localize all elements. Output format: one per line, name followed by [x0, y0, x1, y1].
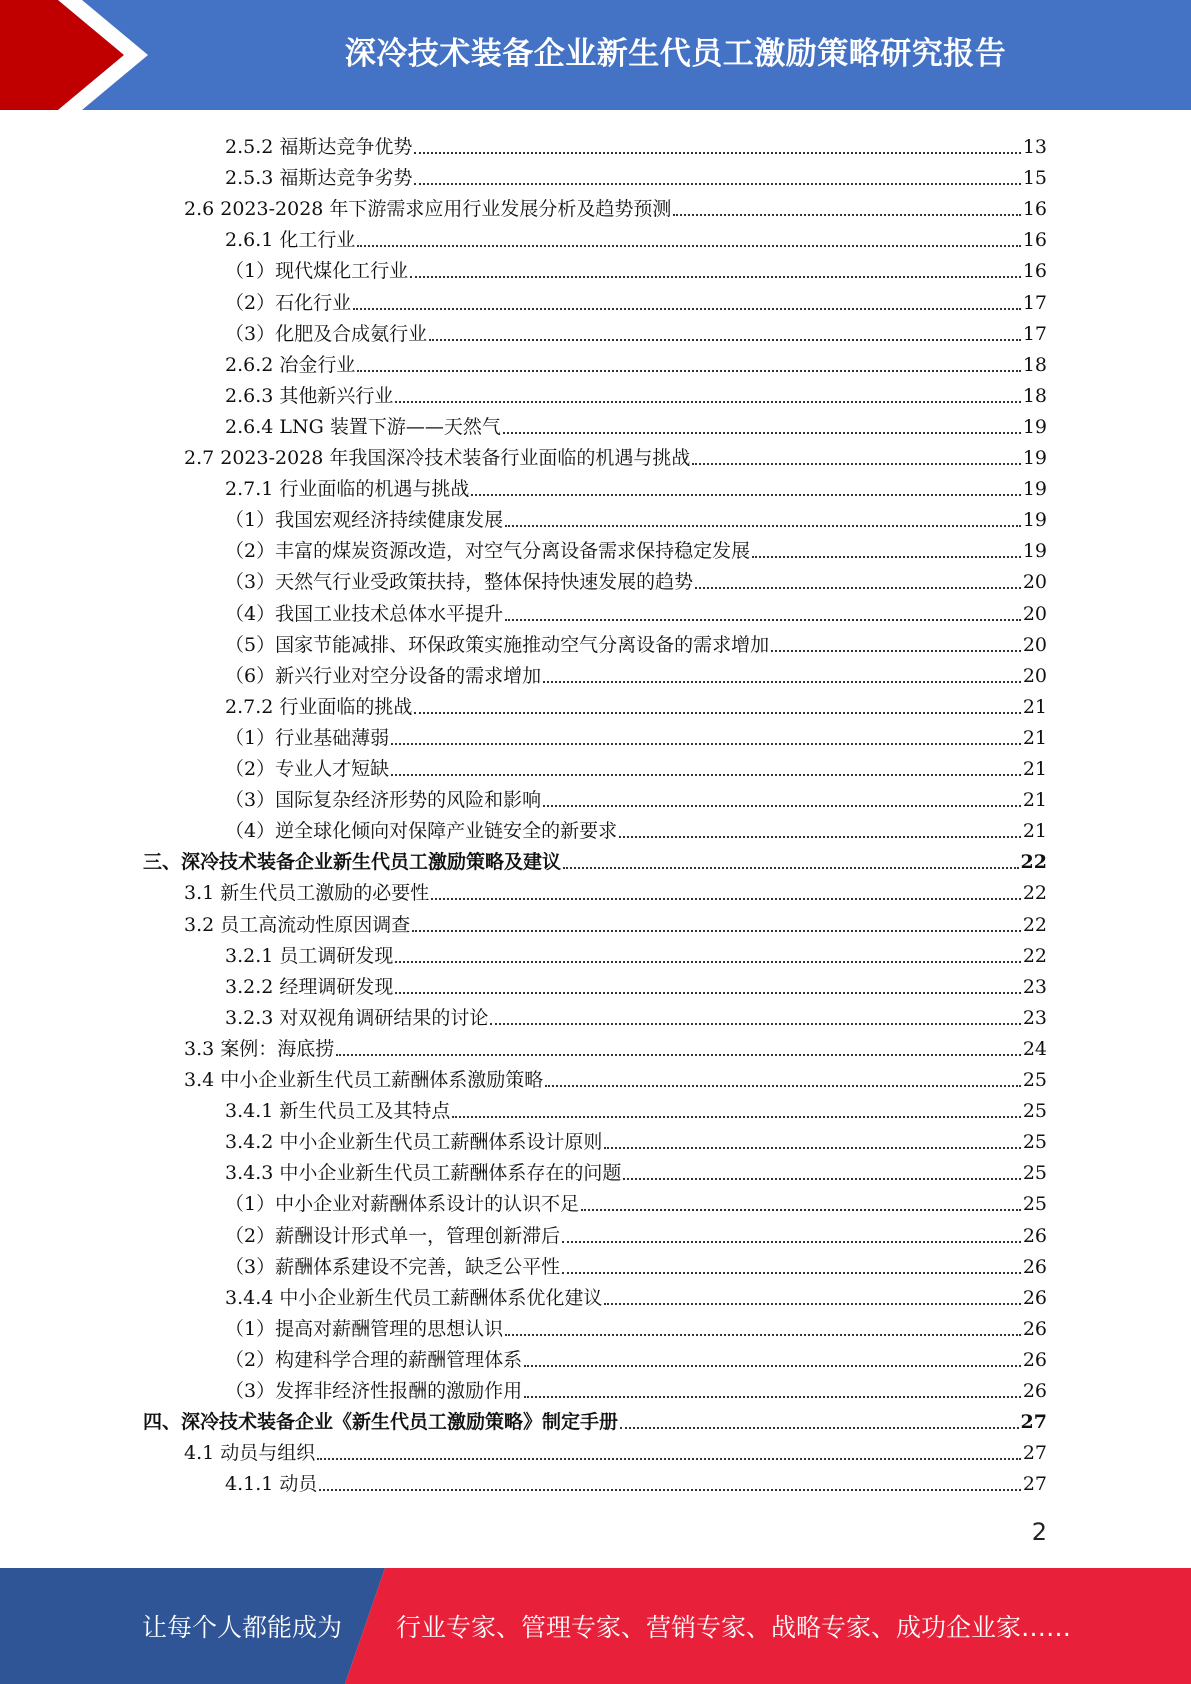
toc-entry-label: （4）我国工业技术总体水平提升 [225, 602, 504, 625]
toc-entry-label: 2.6.3 其他新兴行业 [225, 384, 394, 407]
toc-entry-page: 27 [1022, 1442, 1047, 1465]
toc-entry-label: 3.4 中小企业新生代员工薪酬体系激励策略 [184, 1069, 544, 1091]
toc-entry-label: 3.4.4 中小企业新生代员工薪酬体系优化建议 [225, 1286, 603, 1309]
footer-slogan-right: 行业专家、管理专家、营销专家、战略专家、成功企业家…… [396, 1613, 1072, 1642]
toc-entry-label: 3.1 新生代员工激励的必要性 [184, 882, 430, 905]
toc-entry-page: 26 [1022, 1224, 1047, 1247]
toc-dot-leader [395, 397, 1020, 403]
toc-dot-leader [412, 926, 1021, 932]
toc-entry-label: 2.6 2023-2028 年下游需求应用行业发展分析及趋势预测 [184, 198, 672, 221]
toc-dot-leader [619, 832, 1021, 838]
toc-entry-label: （1）现代煤化工行业 [225, 260, 409, 283]
toc-entry-page: 22 [1022, 882, 1047, 905]
toc-entry-label: 2.5.2 福斯达竞争优势 [225, 136, 413, 158]
toc-entry-label: 3.3 案例：海底捞 [184, 1037, 335, 1060]
toc-entry[interactable] [225, 594, 1047, 625]
toc-dot-leader [562, 1268, 1021, 1274]
toc-entry-label: （2）丰富的煤炭资源改造，对空气分离设备需求保持稳定发展 [225, 540, 751, 563]
toc-entry[interactable] [225, 1153, 1047, 1184]
toc-entry-page: 19 [1022, 509, 1047, 532]
toc-dot-leader [695, 583, 1021, 589]
toc-entry[interactable] [225, 500, 1047, 531]
toc-entry-page: 21 [1022, 789, 1047, 812]
toc-entry-label: 3.4.1 新生代员工及其特点 [225, 1100, 451, 1123]
toc-entry-label: （2）薪酬设计形式单一，管理创新滞后 [225, 1224, 561, 1247]
toc-dot-leader [452, 1112, 1020, 1118]
toc-entry-page: 22 [1020, 851, 1047, 874]
toc-dot-leader [505, 615, 1021, 621]
toc-entry-page: 21 [1022, 695, 1047, 718]
toc-entry-page: 25 [1022, 1100, 1047, 1123]
toc-entry-label: 四、深冷技术装备企业《新生代员工激励策略》制定手册 [143, 1411, 619, 1434]
toc-entry[interactable] [225, 1371, 1047, 1402]
toc-dot-leader [543, 677, 1021, 683]
toc-entry-label: （1）我国宏观经济持续健康发展 [225, 509, 504, 532]
toc-entry-page: 27 [1020, 1411, 1047, 1434]
toc-entry-page: 21 [1022, 758, 1047, 780]
toc-dot-leader [752, 552, 1021, 558]
toc-dot-leader [692, 459, 1020, 465]
toc-dot-leader [543, 801, 1021, 807]
toc-dot-leader [395, 957, 1020, 963]
toc-entry-label: （1）提高对薪酬管理的思想认识 [225, 1317, 504, 1340]
toc-entry-page: 27 [1022, 1473, 1047, 1496]
toc-dot-leader [410, 272, 1021, 278]
toc-entry-page: 18 [1022, 353, 1047, 376]
toc-entry-page: 26 [1022, 1286, 1047, 1309]
toc-entry-page: 19 [1022, 478, 1047, 501]
toc-entry-label: 3.4.3 中小企业新生代员工薪酬体系存在的问题 [225, 1162, 622, 1185]
toc-entry[interactable] [225, 376, 1047, 407]
page-title: 深冷技术装备企业新生代员工激励策略研究报告 [344, 35, 1007, 72]
toc-entry-page: 26 [1022, 1348, 1047, 1371]
toc-entry[interactable] [225, 1340, 1047, 1371]
toc-entry-page: 20 [1022, 571, 1047, 594]
toc-entry-label: 3.2.3 对双视角调研结果的讨论 [225, 1006, 489, 1029]
toc-entry[interactable] [225, 127, 1047, 158]
toc-entry[interactable] [225, 1184, 1047, 1215]
toc-entry-label: 三、深冷技术装备企业新生代员工激励策略及建议 [143, 851, 562, 874]
toc-dot-leader [414, 179, 1020, 185]
toc-entry-label: 4.1.1 动员 [225, 1473, 318, 1496]
toc-entry-page: 16 [1022, 229, 1047, 252]
toc-entry[interactable] [184, 189, 1047, 220]
toc-entry[interactable] [225, 345, 1047, 376]
toc-entry-page: 20 [1022, 602, 1047, 625]
toc-entry-label: 2.6.4 LNG 装置下游——天然气 [225, 415, 501, 438]
toc-entry[interactable] [225, 780, 1047, 811]
toc-dot-leader [505, 521, 1021, 527]
toc-dot-leader [391, 739, 1021, 745]
toc-entry[interactable] [184, 873, 1047, 904]
toc-entry-page: 26 [1022, 1317, 1047, 1340]
toc-entry-page: 20 [1022, 633, 1047, 656]
footer-banner [0, 1568, 1191, 1684]
toc-entry-page: 17 [1022, 291, 1047, 314]
toc-entry-label: （3）天然气行业受政策扶持，整体保持快速发展的趋势 [225, 571, 694, 594]
toc-entry[interactable] [143, 842, 1047, 873]
toc-dot-leader [771, 646, 1021, 652]
toc-entry[interactable] [184, 1433, 1047, 1464]
toc-entry-page: 23 [1022, 975, 1047, 998]
toc-dot-leader [414, 708, 1020, 714]
toc-entry[interactable] [225, 749, 1047, 780]
toc-entry[interactable] [225, 687, 1047, 718]
toc-entry[interactable] [225, 1247, 1047, 1278]
toc-entry[interactable] [225, 998, 1047, 1029]
toc-entry-label: （3）发挥非经济性报酬的激励作用 [225, 1380, 523, 1402]
toc-dot-leader [562, 1237, 1021, 1243]
toc-entry[interactable] [225, 220, 1047, 251]
toc-entry[interactable] [225, 531, 1047, 562]
toc-entry[interactable] [225, 1464, 1047, 1495]
toc-entry-page: 24 [1022, 1037, 1047, 1060]
toc-dot-leader [431, 894, 1021, 900]
toc-entry-page: 18 [1022, 384, 1047, 407]
toc-entry-label: （1）行业基础薄弱 [225, 726, 390, 749]
toc-entry-label: 3.4.2 中小企业新生代员工薪酬体系设计原则 [225, 1131, 603, 1154]
footer-slogan-left: 让每个人都能成为 [142, 1613, 343, 1642]
toc-dot-leader [623, 1174, 1020, 1180]
toc-entry-page: 16 [1022, 198, 1047, 221]
toc-entry-page: 26 [1022, 1380, 1047, 1402]
toc-entry-label: 4.1 动员与组织 [184, 1442, 316, 1465]
toc-dot-leader [490, 1019, 1020, 1025]
toc-entry[interactable] [225, 1122, 1047, 1153]
toc-dot-leader [414, 148, 1020, 154]
toc-entry[interactable] [225, 936, 1047, 967]
toc-entry-page: 13 [1022, 136, 1047, 158]
toc-dot-leader [471, 490, 1020, 496]
toc-entry[interactable] [225, 283, 1047, 314]
toc-entry[interactable] [225, 469, 1047, 500]
toc-dot-leader [357, 241, 1020, 247]
toc-entry-label: （1）中小企业对薪酬体系设计的认识不足 [225, 1193, 580, 1216]
toc-entry-label: （3）化肥及合成氨行业 [225, 322, 428, 345]
toc-dot-leader [391, 770, 1021, 776]
toc-entry-label: （5）国家节能减排、环保政策实施推动空气分离设备的需求增加 [225, 633, 770, 656]
toc-entry[interactable] [225, 1091, 1047, 1122]
toc-entry-label: 2.7 2023-2028 年我国深冷技术装备行业面临的机遇与挑战 [184, 447, 691, 469]
toc-entry-label: 2.7.2 行业面临的挑战 [225, 695, 413, 718]
toc-dot-leader [317, 1454, 1021, 1460]
page-number: 2 [1031, 1518, 1047, 1546]
toc-entry[interactable] [225, 314, 1047, 345]
toc-entry[interactable] [225, 625, 1047, 656]
toc-entry-label: （6）新兴行业对空分设备的需求增加 [225, 664, 542, 687]
toc-entry-page: 15 [1022, 167, 1047, 190]
toc-entry-page: 19 [1022, 540, 1047, 563]
toc-entry[interactable] [184, 905, 1047, 936]
toc-entry[interactable] [225, 158, 1047, 189]
toc-entry-label: 2.6.2 冶金行业 [225, 353, 356, 376]
toc-dot-leader [429, 335, 1021, 341]
toc-entry-page: 19 [1022, 447, 1047, 469]
toc-entry-page: 22 [1022, 944, 1047, 967]
toc-dot-leader [563, 863, 1019, 869]
toc-dot-leader [505, 1330, 1021, 1336]
toc-entry-page: 25 [1022, 1069, 1047, 1091]
toc-entry[interactable] [225, 1278, 1047, 1309]
toc-entry[interactable] [184, 1029, 1047, 1060]
toc-entry-page: 25 [1022, 1162, 1047, 1185]
toc-dot-leader [545, 1081, 1021, 1087]
toc-dot-leader [673, 210, 1020, 216]
toc-dot-leader [357, 366, 1020, 372]
toc-entry[interactable] [225, 251, 1047, 282]
toc-entry[interactable] [225, 1309, 1047, 1340]
toc-dot-leader [319, 1485, 1020, 1491]
toc-entry-page: 21 [1022, 726, 1047, 749]
toc-dot-leader [503, 428, 1021, 434]
toc-entry-page: 20 [1022, 664, 1047, 687]
toc-entry-page: 23 [1022, 1006, 1047, 1029]
toc-dot-leader [581, 1205, 1021, 1211]
toc-entry[interactable] [184, 1060, 1047, 1091]
toc-entry-label: （4）逆全球化倾向对保障产业链安全的新要求 [225, 820, 618, 843]
toc-entry-label: （3）国际复杂经济形势的风险和影响 [225, 789, 542, 812]
header-banner [0, 0, 1191, 110]
toc-entry-label: （2）石化行业 [225, 291, 352, 314]
toc-entry[interactable] [143, 1402, 1047, 1433]
toc-entry[interactable] [225, 718, 1047, 749]
toc-dot-leader [604, 1143, 1020, 1149]
toc-entry[interactable] [225, 967, 1047, 998]
toc-entry-page: 26 [1022, 1255, 1047, 1278]
toc-entry-label: 3.2 员工高流动性原因调查 [184, 913, 411, 936]
toc-entry-label: 2.6.1 化工行业 [225, 229, 356, 252]
toc-entry-page: 21 [1022, 820, 1047, 843]
toc-entry-label: （2）构建科学合理的薪酬管理体系 [225, 1348, 523, 1371]
toc-entry-label: 3.2.2 经理调研发现 [225, 975, 394, 998]
toc-dot-leader [395, 988, 1020, 994]
toc-entry-page: 19 [1022, 415, 1047, 438]
toc-entry-label: 3.2.1 员工调研发现 [225, 944, 394, 967]
toc-entry[interactable] [225, 1216, 1047, 1247]
toc-dot-leader [604, 1299, 1020, 1305]
toc-entry-label: （2）专业人才短缺 [225, 758, 390, 780]
toc-entry-page: 25 [1022, 1193, 1047, 1216]
toc-dot-leader [353, 304, 1021, 310]
toc-entry-page: 16 [1022, 260, 1047, 283]
toc-entry[interactable] [184, 438, 1047, 469]
toc-dot-leader [524, 1392, 1021, 1398]
toc-entry[interactable] [225, 656, 1047, 687]
toc-entry-label: 2.5.3 福斯达竞争劣势 [225, 167, 413, 190]
toc-entry-page: 25 [1022, 1131, 1047, 1154]
toc-dot-leader [620, 1423, 1019, 1429]
toc-entry[interactable] [225, 811, 1047, 842]
toc-entry-label: （3）薪酬体系建设不完善，缺乏公平性 [225, 1255, 561, 1278]
toc-entry-page: 22 [1022, 913, 1047, 936]
toc-entry[interactable] [225, 407, 1047, 438]
toc-dot-leader [524, 1361, 1021, 1367]
toc-entry-page: 17 [1022, 322, 1047, 345]
toc-entry[interactable] [225, 562, 1047, 593]
toc-dot-leader [336, 1050, 1021, 1056]
toc-entry-label: 2.7.1 行业面临的机遇与挑战 [225, 478, 470, 501]
